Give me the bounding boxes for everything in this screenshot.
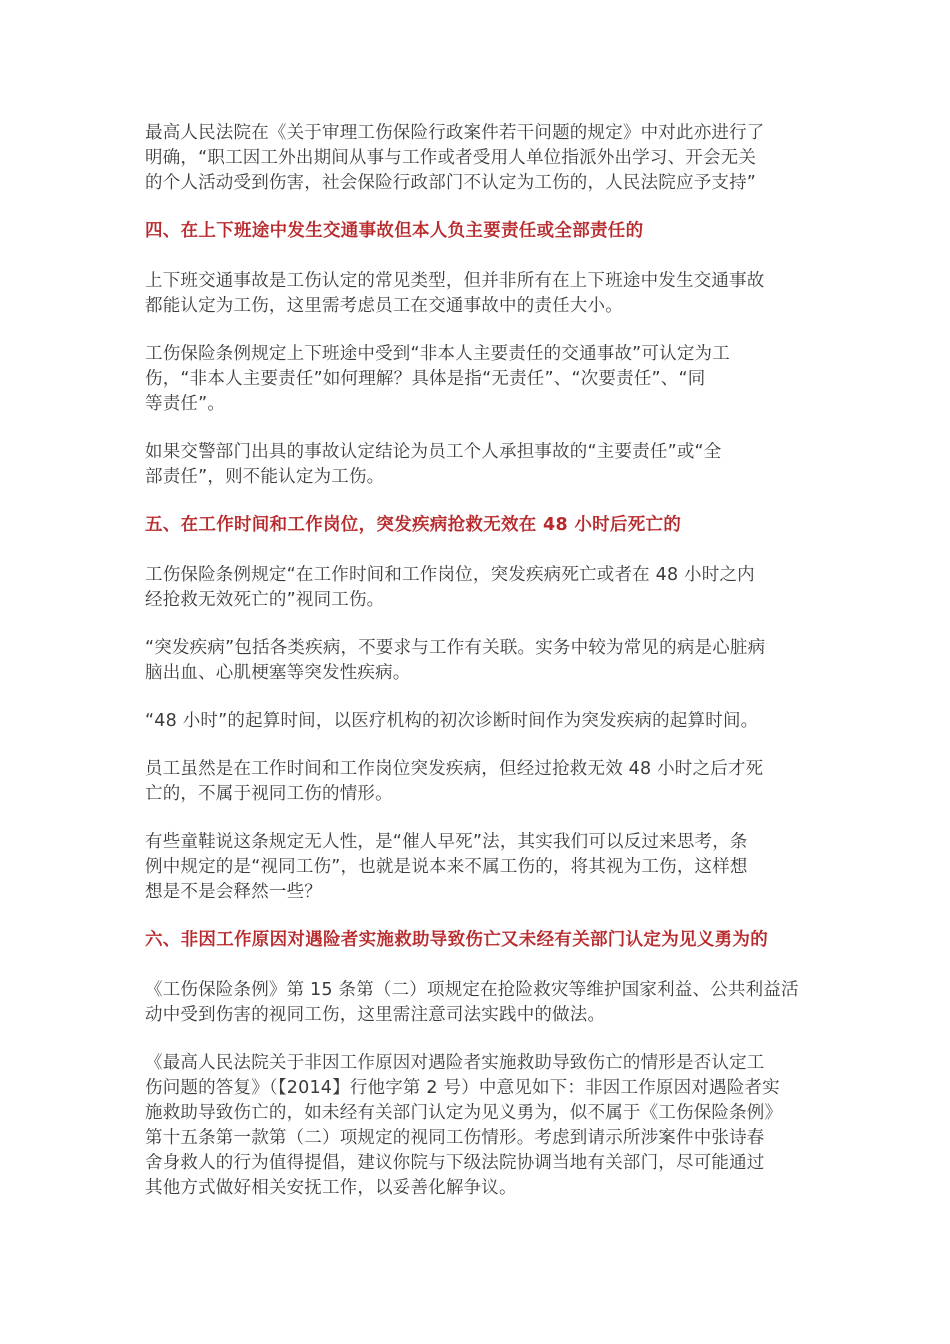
document-body: [145, 121, 810, 1224]
text-line: 有些童鞋说这条规定无人性，是“催人早死”法，其实我们可以反过来思考，条: [145, 832, 748, 852]
text-line: “突发疾病”包括各类疾病，不要求与工作有关联。实务中较为常见的病是心脏病: [145, 638, 766, 658]
paragraph-after-48-hours: [145, 757, 810, 807]
text-line: 动中受到伤害的视同工伤，这里需注意司法实践中的做法。: [145, 1005, 606, 1025]
text-line: 脑出血、心肌梗塞等突发性疾病。: [145, 663, 411, 683]
section-heading-4: 四、在上下班途中发生交通事故但本人负主要责任或全部责任的: [145, 221, 644, 241]
text-line: 工伤保险条例规定“在工作时间和工作岗位，突发疾病死亡或者在 48 小时之内: [145, 565, 755, 585]
text-line: 舍身救人的行为值得提倡，建议你院与下级法院协调当地有关部门，尽可能通过: [145, 1153, 765, 1173]
text-line: 《最高人民法院关于非因工作原因对遇险者实施救助导致伤亡的情形是否认定工: [145, 1053, 765, 1073]
text-line: 施救助导致伤亡的，如未经有关部门认定为见义勇为，似不属于《工伤保险条例》: [145, 1103, 783, 1123]
paragraph-supreme-court-reply: [145, 1051, 810, 1201]
text-line: 都能认定为工伤，这里需考虑员工在交通事故中的责任大小。: [145, 296, 623, 316]
text-line: 的个人活动受到伤害，社会保险行政部门不认定为工伤的，人民法院应予支持”: [145, 173, 757, 193]
text-line: 例中规定的是“视同工伤”，也就是说本来不属工伤的，将其视为工伤，这样想: [145, 857, 748, 877]
text-line: 想是不是会释然一些？: [145, 882, 322, 902]
paragraph-court-provision: [145, 121, 810, 196]
text-line: 伤，“非本人主要责任”如何理解？具体是指“无责任”、“次要责任”、“同: [145, 369, 706, 389]
paragraph-liability-definition: [145, 342, 810, 417]
text-line: 其他方式做好相关安抚工作，以妥善化解争议。: [145, 1178, 517, 1198]
paragraph-commute-accident: [145, 269, 810, 319]
text-line: 《工伤保险条例》第 15 条第（二）项规定在抢险救灾等维护国家利益、公共利益活: [145, 980, 799, 1000]
paragraph-reflection: [145, 830, 810, 905]
text-line: 等责任”。: [145, 394, 226, 414]
text-line: 工伤保险条例规定上下班途中受到“非本人主要责任的交通事故”可认定为工: [145, 344, 730, 364]
text-line: 员工虽然是在工作时间和工作岗位突发疾病，但经过抢救无效 48 小时之后才死: [145, 759, 764, 779]
text-line: 上下班交通事故是工伤认定的常见类型，但并非所有在上下班途中发生交通事故: [145, 271, 765, 291]
text-line: 明确，“职工因工外出期间从事与工作或者受用人单位指派外出学习、开会无关: [145, 148, 757, 168]
text-line: “48 小时”的起算时间，以医疗机构的初次诊断时间作为突发疾病的起算时间。: [145, 711, 759, 731]
text-line: 部责任”，则不能认定为工伤。: [145, 467, 385, 487]
text-line: 最高人民法院在《关于审理工伤保险行政案件若干问题的规定》中对此亦进行了: [145, 123, 765, 143]
section-heading-6: 六、非因工作原因对遇险者实施救助导致伤亡又未经有关部门认定为见义勇为的: [145, 930, 768, 950]
paragraph-48-hours-start: [145, 709, 810, 734]
text-line: 第十五条第一款第（二）项规定的视同工伤情形。考虑到请示所涉案件中张诗春: [145, 1128, 765, 1148]
text-line: 伤问题的答复》（【2014】行他字第 2 号）中意见如下：非因工作原因对遇险者实: [145, 1078, 780, 1098]
text-line: 如果交警部门出具的事故认定结论为员工个人承担事故的“主要责任”或“全: [145, 442, 722, 462]
text-line: 亡的，不属于视同工伤的情形。: [145, 784, 393, 804]
paragraph-article-15: [145, 978, 810, 1028]
paragraph-police-conclusion: [145, 440, 810, 490]
paragraph-illness-types: [145, 636, 810, 686]
paragraph-sudden-illness-rule: [145, 563, 810, 613]
text-line: 经抢救无效死亡的”视同工伤。: [145, 590, 385, 610]
section-heading-5: 五、在工作时间和工作岗位，突发疾病抢救无效在 48 小时后死亡的: [145, 515, 682, 535]
